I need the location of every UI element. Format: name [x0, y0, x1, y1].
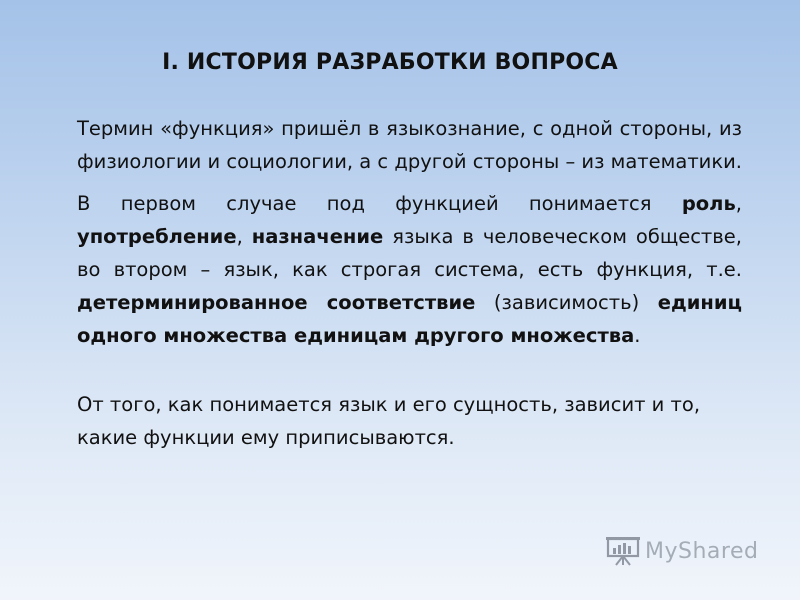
- p2-bold-correspondence: детерминированное соответствие: [77, 291, 476, 314]
- p2-text-5: (зависимость): [475, 291, 658, 314]
- paragraph-2: [77, 187, 742, 352]
- p2-bold-purpose: назначение: [251, 225, 384, 248]
- p2-bold-usage: употребление: [77, 225, 237, 248]
- slide-body: [77, 112, 742, 463]
- paragraph-1: Термин «функция» пришёл в языкознание, с одной стороны, из физиологии и социологии, а с другой стороны – из математики.: [77, 117, 743, 173]
- p2-text-2: ,: [735, 192, 742, 215]
- paragraph-3: От того, как понимается язык и его сущность, зависит и то, какие функции ему приписываются.: [77, 393, 701, 449]
- slide-title-text: I. ИСТОРИЯ РАЗРАБОТКИ ВОПРОСА: [162, 50, 618, 75]
- p2-bold-units: единиц одного множества единицам другого множества: [77, 291, 742, 347]
- p2-text-1: В первом случае под функцией понимается: [77, 192, 682, 215]
- p2-bold-role: роль: [681, 192, 736, 215]
- slide-title: [0, 50, 800, 75]
- p2-text-4: языка в человеческом обществе, во втором – язык, как строгая система, есть функция, т.е.: [77, 225, 742, 281]
- watermark-text: MyShared: [645, 538, 759, 564]
- p2-text-6: .: [634, 324, 641, 347]
- p2-text-3: ,: [236, 225, 252, 248]
- watermark: [605, 536, 758, 566]
- presentation-board-icon: [605, 536, 641, 566]
